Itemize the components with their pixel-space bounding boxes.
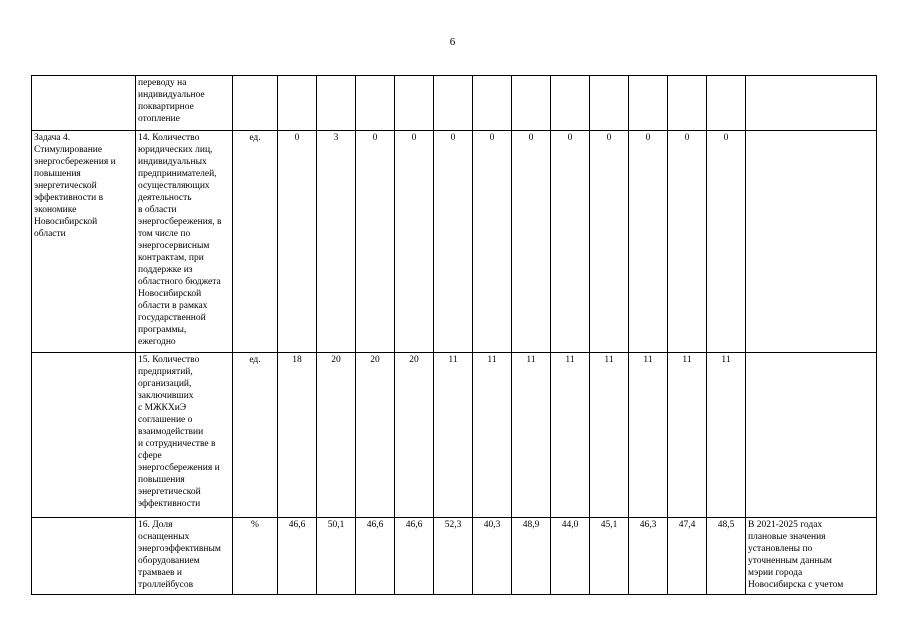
note-line: В 2021-2025 годах <box>748 520 823 530</box>
table-row <box>32 131 877 353</box>
task-line: Стимулирование <box>34 145 103 155</box>
value-cell: 48,5 <box>707 518 746 595</box>
value-cell <box>629 76 668 131</box>
value-cell: 47,4 <box>668 518 707 595</box>
indicator-line: взаимодействии <box>138 427 204 437</box>
value-cell: 0 <box>473 131 512 353</box>
indicator-line: государственной <box>138 313 206 323</box>
unit-cell: ед. <box>233 131 278 353</box>
table-row <box>32 353 877 518</box>
indicator-line: энергоэффективным <box>138 544 221 554</box>
task-line: повышения <box>34 169 81 179</box>
value-cell: 0 <box>512 131 551 353</box>
value-cell: 0 <box>278 131 317 353</box>
value-cell: 46,6 <box>356 518 395 595</box>
value-cell <box>278 76 317 131</box>
value-cell: 45,1 <box>590 518 629 595</box>
indicator-cell <box>136 353 233 518</box>
value-cell: 0 <box>707 131 746 353</box>
indicator-line: предприятий, <box>138 367 193 377</box>
indicator-line: области в рамках <box>138 301 208 311</box>
value-cell <box>356 76 395 131</box>
indicator-line: с МЖКХиЭ <box>138 403 187 413</box>
indicator-line: отопление <box>138 114 180 124</box>
task-cell <box>32 131 136 353</box>
task-line: области <box>34 229 66 239</box>
indicator-line: индивидуальных <box>138 157 207 167</box>
indicator-line: поквартирное <box>138 102 194 112</box>
indicator-line: и сотрудничестве в <box>138 439 216 449</box>
table-row <box>32 518 877 595</box>
value-cell: 20 <box>395 353 434 518</box>
note-cell <box>746 131 877 353</box>
unit-cell <box>233 76 278 131</box>
value-cell <box>473 76 512 131</box>
value-cell: 46,6 <box>278 518 317 595</box>
indicator-line: переводу на <box>138 78 187 88</box>
task-cell <box>32 353 136 518</box>
value-cell: 0 <box>590 131 629 353</box>
indicator-line: предпринимателей, <box>138 169 217 179</box>
value-cell: 46,6 <box>395 518 434 595</box>
note-line: плановые значения <box>748 532 826 542</box>
page-number: 6 <box>449 36 456 48</box>
note-cell <box>746 518 877 595</box>
task-cell <box>32 518 136 595</box>
value-cell <box>317 76 356 131</box>
value-cell: 11 <box>434 353 473 518</box>
indicator-cell <box>136 518 233 595</box>
note-line: мэрии города <box>748 568 803 578</box>
value-cell: 0 <box>356 131 395 353</box>
indicator-line: трамваев и <box>138 568 182 578</box>
task-line: энергетической <box>34 181 97 191</box>
indicator-line: том числе по <box>138 229 191 239</box>
note-line: уточненным данным <box>748 556 832 566</box>
indicator-line: поддержке из <box>138 265 193 275</box>
value-cell <box>512 76 551 131</box>
value-cell <box>395 76 434 131</box>
indicator-line: повышения <box>138 475 185 485</box>
unit-cell: % <box>233 518 278 595</box>
indicator-line: энергосбережения и <box>138 463 220 473</box>
indicator-table <box>31 75 877 595</box>
indicator-line: энергосервисным <box>138 241 210 251</box>
value-cell: 44,0 <box>551 518 590 595</box>
value-cell: 0 <box>395 131 434 353</box>
task-cell <box>32 76 136 131</box>
indicator-cell <box>136 76 233 131</box>
indicator-line: 14. Количество <box>138 133 200 143</box>
value-cell: 20 <box>317 353 356 518</box>
indicator-line: сфере <box>138 451 162 461</box>
value-cell: 20 <box>356 353 395 518</box>
note-line: Новосибирска с учетом <box>748 580 844 590</box>
value-cell: 0 <box>629 131 668 353</box>
note-line: установлены по <box>748 544 813 554</box>
value-cell: 11 <box>512 353 551 518</box>
task-line: эффективности в <box>34 193 104 203</box>
indicator-line: организаций, <box>138 379 192 389</box>
value-cell <box>551 76 590 131</box>
indicator-line: ежегодно <box>138 337 176 347</box>
indicator-line: юридических лиц, <box>138 145 213 155</box>
value-cell: 40,3 <box>473 518 512 595</box>
indicator-line: 16. Доля <box>138 520 173 530</box>
value-cell: 11 <box>473 353 512 518</box>
indicator-line: индивидуальное <box>138 90 205 100</box>
indicator-line: заключивших <box>138 391 194 401</box>
indicator-line: областного бюджета <box>138 277 221 287</box>
value-cell: 52,3 <box>434 518 473 595</box>
value-cell: 18 <box>278 353 317 518</box>
value-cell <box>707 76 746 131</box>
value-cell: 11 <box>629 353 668 518</box>
note-cell <box>746 353 877 518</box>
note-cell <box>746 76 877 131</box>
value-cell: 3 <box>317 131 356 353</box>
indicator-line: Новосибирской <box>138 289 202 299</box>
table-row <box>32 76 877 131</box>
value-cell: 0 <box>551 131 590 353</box>
task-line: энергосбережения и <box>34 157 116 167</box>
indicator-cell <box>136 131 233 353</box>
indicator-line: троллейбусов <box>138 580 194 590</box>
indicator-line: соглашение о <box>138 415 193 425</box>
indicator-line: контрактам, при <box>138 253 204 263</box>
indicator-line: в области <box>138 205 177 215</box>
value-cell: 11 <box>590 353 629 518</box>
indicator-line: оборудованием <box>138 556 200 566</box>
value-cell: 11 <box>551 353 590 518</box>
value-cell: 0 <box>434 131 473 353</box>
indicator-line: энергосбережения, в <box>138 217 222 227</box>
indicator-line: осуществляющих <box>138 181 210 191</box>
indicator-line: программы, <box>138 325 187 335</box>
task-line: Новосибирской <box>34 217 98 227</box>
indicator-line: оснащенных <box>138 532 190 542</box>
unit-cell: ед. <box>233 353 278 518</box>
value-cell: 0 <box>668 131 707 353</box>
value-cell <box>668 76 707 131</box>
indicator-line: 15. Количество <box>138 355 200 365</box>
value-cell <box>590 76 629 131</box>
value-cell: 48,9 <box>512 518 551 595</box>
task-line: экономике <box>34 205 77 215</box>
value-cell: 50,1 <box>317 518 356 595</box>
value-cell <box>434 76 473 131</box>
value-cell: 46,3 <box>629 518 668 595</box>
indicator-line: энергетической <box>138 487 201 497</box>
value-cell: 11 <box>668 353 707 518</box>
task-line: Задача 4. <box>34 133 71 143</box>
value-cell: 11 <box>707 353 746 518</box>
indicator-line: деятельность <box>138 193 192 203</box>
indicator-line: эффективности <box>138 499 201 509</box>
